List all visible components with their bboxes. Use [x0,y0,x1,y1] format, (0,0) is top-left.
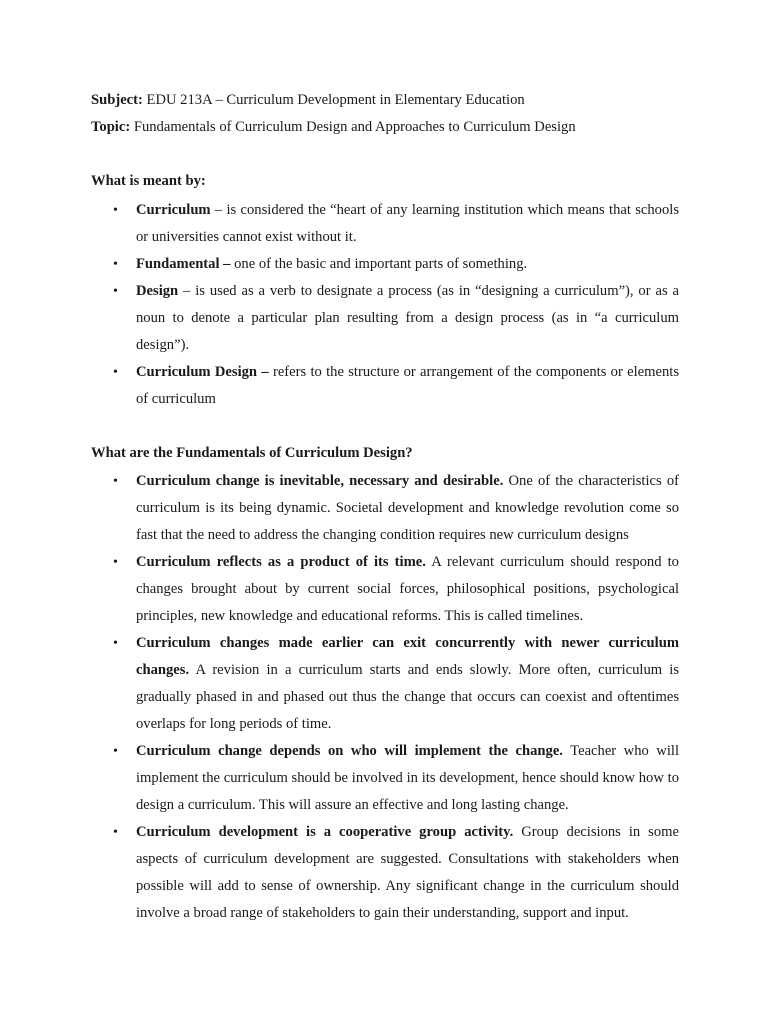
subject-value: EDU 213A – Curriculum Development in Elementary Education [142,92,525,108]
definition-item-design [91,278,679,359]
bullet-icon: • [113,744,118,759]
definitions-list [91,197,679,413]
definition-text: – is considered the “heart of any learning institution which means that schools or universities cannot exist without it. [136,202,679,245]
fundamental-text: One of the characteristics of curriculum is its being dynamic. Societal development and knowledge revolution come so fast that the need to address the changing condition requires new curriculum designs [136,473,679,543]
fundamentals-list [91,468,679,927]
definition-text: one of the basic and important parts of something. [230,256,528,272]
fundamental-text: Teacher who will implement the curriculum should be involved in its development, hence should know how to design a curriculum. This will assure an effective and long lasting change. [136,743,680,813]
subject-line [91,92,525,109]
bullet-icon: • [113,257,118,272]
fundamental-item [91,549,679,630]
bullet-icon: • [113,474,118,489]
fundamental-term: Curriculum change is inevitable, necessary and desirable. [136,473,504,489]
definitions-heading: What is meant by: [91,173,206,189]
topic-line [91,119,576,136]
definition-item-fundamental [91,251,679,278]
fundamental-term: Curriculum change depends on who will implement the change. [136,743,563,759]
definition-item-curriculum [91,197,679,251]
definition-term: Design [136,283,179,299]
definition-term: Fundamental – [136,256,231,272]
fundamental-item [91,630,679,738]
fundamentals-heading: What are the Fundamentals of Curriculum Design? [91,445,413,461]
subject-label: Subject: [91,92,143,108]
topic-value: Fundamentals of Curriculum Design and Approaches to Curriculum Design [130,119,576,135]
fundamental-text: A revision in a curriculum starts and ends slowly. More often, curriculum is gradually phased in and phased out thus the change that occurs can coexist and oftentimes overlaps for long periods of time. [136,662,679,732]
fundamental-item [91,738,679,819]
fundamental-term: Curriculum changes made earlier can exit concurrently with newer curriculum changes. [136,635,679,678]
fundamental-text: Group decisions in some aspects of curriculum development are suggested. Consultations with stakeholders when possible will add to sense of ownership. Any significant change in the curriculum should involve a broad range of stakeholders to gain their understanding, support and input. [136,824,679,921]
bullet-icon: • [113,636,118,651]
fundamental-item [91,468,679,549]
topic-label: Topic: [91,119,131,135]
bullet-icon: • [113,203,118,218]
bullet-icon: • [113,555,118,570]
definition-term: Curriculum Design – [136,364,269,380]
fundamental-item [91,819,679,927]
definition-term: Curriculum [136,202,211,218]
definition-text: refers to the structure or arrangement of the components or elements of curriculum [136,364,680,407]
fundamental-text: A relevant curriculum should respond to changes brought about by current social forces, philosophical positions, psychological principles, new knowledge and educational reforms. This is called timelines. [136,554,679,624]
bullet-icon: • [113,825,118,840]
bullet-icon: • [113,365,118,380]
fundamental-term: Curriculum reflects as a product of its time. [136,554,426,570]
definition-text: – is used as a verb to designate a process (as in “designing a curriculum”), or as a noun to denote a particular plan resulting from a design process (as in “a curriculum design”). [136,283,679,353]
bullet-icon: • [113,284,118,299]
definition-item-curriculum-design [91,359,679,413]
fundamental-term: Curriculum development is a cooperative group activity. [136,824,514,840]
